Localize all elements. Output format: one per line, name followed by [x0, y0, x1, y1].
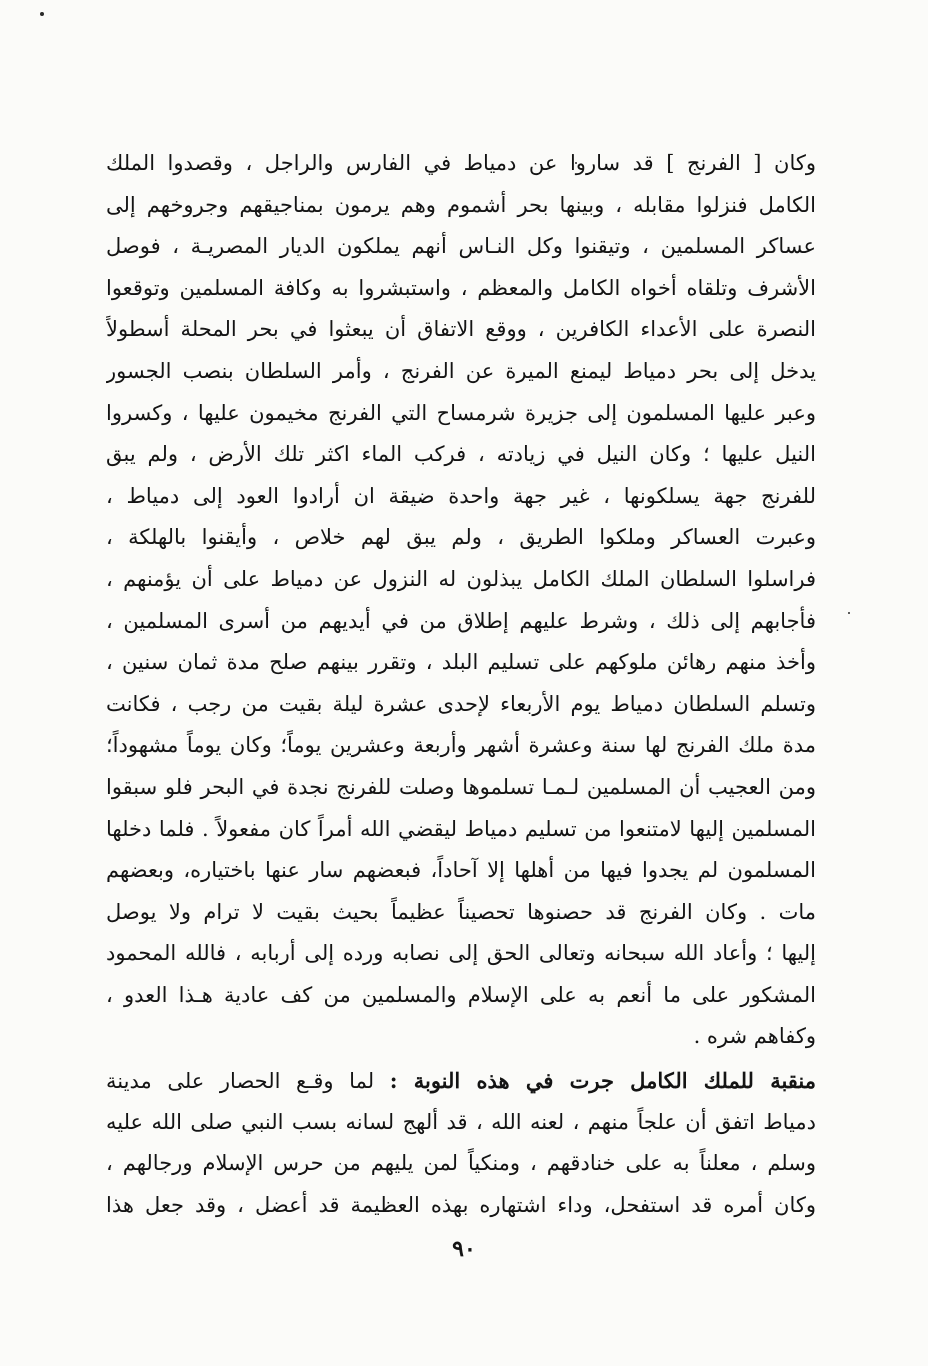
text-line: مات . وكان الفرنج قد حصنوها تحصيناً عظيماً بحيث بقيت لا ترام ولا يوصل	[106, 899, 816, 924]
text-line: يدخل إلى بحر دمياط ليمنع الميرة عن الفرنج ، وأمر السلطان بنصب الجسور	[106, 358, 816, 383]
main-paragraph	[106, 143, 816, 1058]
text-line: فأجابهم إلى ذلك ، وشرط عليهم إطلاق من في أيديهم من أسرى المسلمين ،	[106, 608, 816, 633]
text-line: وكان [ الفرنج ] قد ساروا عن دمياط في الفارس والراجل ، وقصدوا الملك	[106, 151, 816, 175]
page-number: ٩٠	[452, 1236, 476, 1262]
scan-speck	[40, 12, 44, 16]
anecdote-first-line-text: لما وقـع الحصار على مدينة	[106, 1069, 390, 1093]
text-line: الكامل فنزلوا مقابله ، وبينها بحر أشموم وهم يرمون بمناجيقهم وجروخهم إلى	[106, 192, 816, 217]
text-line: وكفاهم شره .	[693, 1024, 816, 1049]
text-line: إليها ؛ وأعاد الله سبحانه وتعالى الحق إلى نصابه ورده إلى أربابه ، فالله المحمود	[106, 941, 816, 966]
text-line: ومن العجيب أن المسلمين لـمـا تسلموها وصلت للفرنج نجدة في البحر فلو سبقوا	[106, 774, 816, 799]
text-line: وتسلم السلطان دمياط يوم الأربعاء لإحدى عشرة ليلة بقيت من رجب ، فكانت	[106, 691, 816, 716]
text-line: المسلمين إليها لامتنعوا من تسليم دمياط ليقضي الله أمراً كان مفعولاً . فلما دخلها	[106, 816, 816, 841]
text-line: النيل عليها ؛ وكان النيل في زيادته ، فركب الماء اكثر تلك الأرض ، ولم يبق	[106, 442, 816, 467]
anecdote-heading: منقبة للملك الكامل جرت في هذه النوبة :	[389, 1068, 816, 1093]
text-line: الأشرف وتلقاه أخواه الكامل والمعظم ، واستبشروا به وكافة المسلمين وتوقعوا	[106, 275, 816, 300]
text-line: المشكور على ما أنعم به على الإسلام والمسلمين من كف عادية هـذا العدو ،	[106, 982, 816, 1007]
text-line: المسلمون لم يجدوا فيها من أهلها إلا آحاداً، فبعضهم سار عنها باختياره، وبعضهم	[106, 858, 816, 883]
text-line: مدة ملك الفرنج لها سنة وعشرة أشهر وأربعة وعشرين يوماً؛ وكان يوماً مشهوداً؛	[106, 733, 816, 758]
text-line: النصرة على الأعداء الكافرين ، ووقع الاتفاق أن يبعثوا في بحر المحلة أسطولاً	[106, 317, 816, 342]
anecdote-paragraph	[106, 1060, 816, 1226]
text-line: دمياط اتفق أن علجاً منهم ، لعنه الله ، قد ألهج لسانه بسب النبي صلى الله عليه	[106, 1109, 816, 1134]
anecdote-first-line	[106, 1060, 816, 1102]
scan-speck	[848, 612, 850, 614]
text-line: وعبرت العساكر وملكوا الطريق ، ولم يبق لهم خلاص ، وأيقنوا بالهلكة ،	[106, 525, 816, 550]
text-line: وسلم ، معلناً به على خنادقهم ، ومنكياً لمن يليهم من حرس الإسلام ورجالهم ،	[106, 1151, 816, 1176]
text-line: وعبر عليها المسلمون إلى جزيرة شرمساح التي الفرنج مخيمون عليها ، وكسروا	[106, 400, 816, 425]
text-line: عساكر المسلمين ، وتيقنوا وكل النـاس أنهم يملكون الديار المصريـة ، فوصل	[106, 234, 816, 259]
text-line: وأخذ منهم رهائن ملوكهم على تسليم البلد ، وتقرر بينهم صلح مدة ثمان سنين ،	[106, 650, 816, 675]
text-line: للفرنج جهة يسلكونها ، غير جهة واحدة ضيقة ان أرادوا العود إلى دمياط ،	[106, 483, 816, 508]
text-line: فراسلوا السلطان الملك الكامل يبذلون له النزول عن دمياط على أن يؤمنهم ،	[106, 566, 816, 591]
text-line: وكان أمره قد استفحل، وداء اشتهاره بهذه العظيمة قد أعضل ، وقد جعل هذا	[106, 1192, 816, 1217]
